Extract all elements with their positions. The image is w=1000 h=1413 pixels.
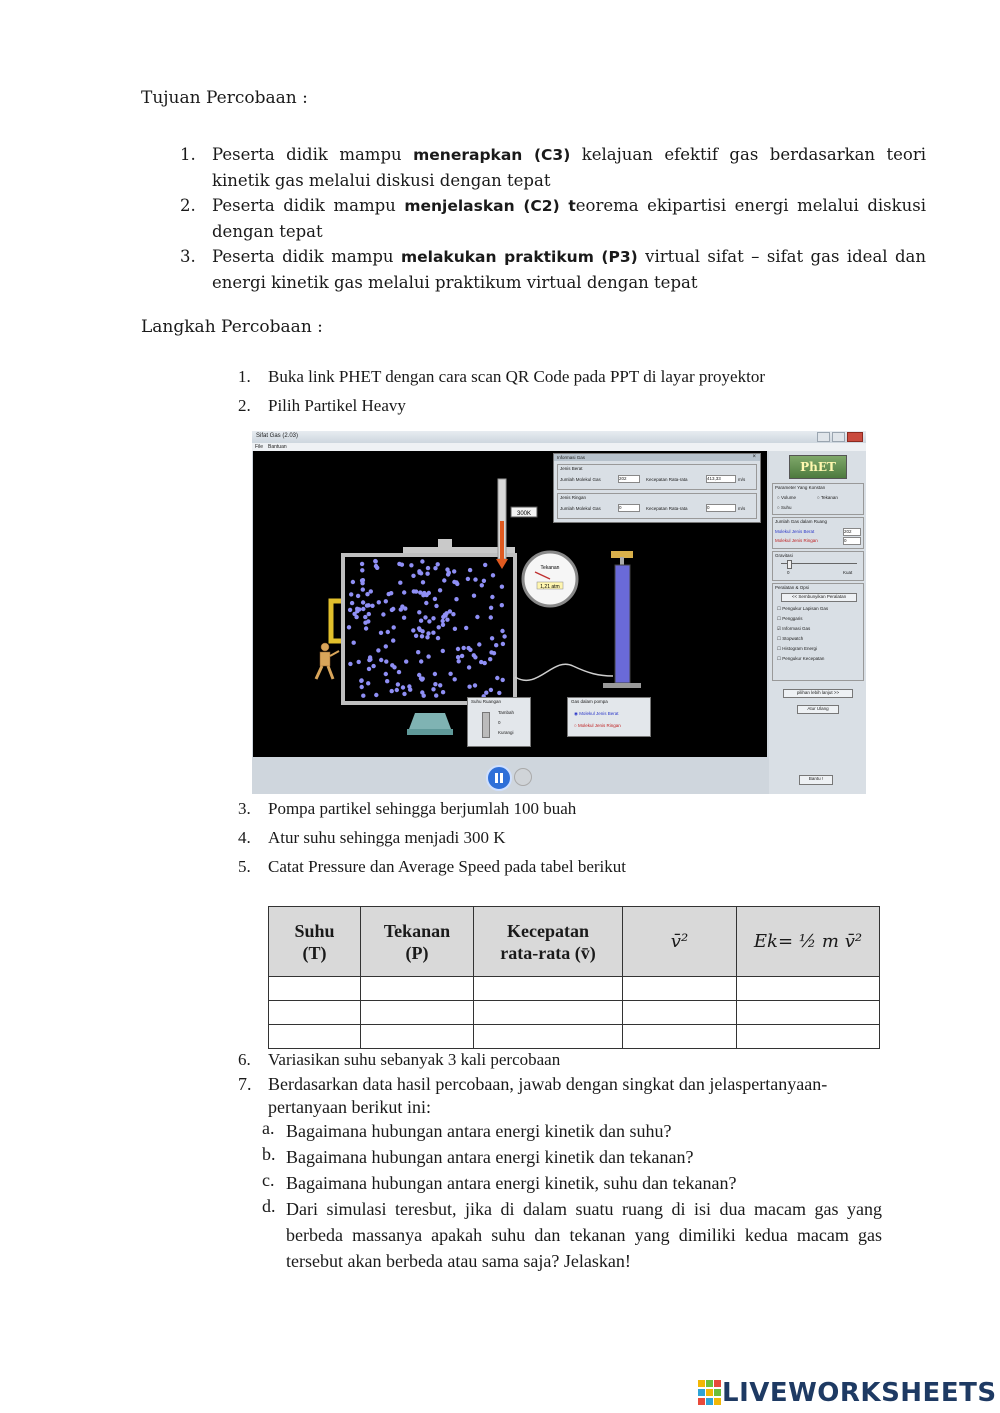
- table-row: [269, 1001, 880, 1025]
- step-item: 5. Catat Pressure dan Average Speed pada tabel berikut: [238, 857, 626, 876]
- gas-particle: [436, 636, 440, 640]
- table-cell[interactable]: [737, 1001, 880, 1025]
- gas-particle: [361, 607, 365, 611]
- tools-group: Peralatan & Opsi << Sembunyikan Peralatan ☐ Pengukur Lapisan Gas ☐ Penggaris ☑ Informasi Gas ☐ Stopwatch ☐ Histogram Energi ☐ Pengukur Kecepatan: [772, 583, 864, 681]
- gas-particle: [441, 619, 445, 623]
- tool-option[interactable]: ☐ Pengukur Kecepatan: [777, 656, 825, 661]
- tool-option[interactable]: ☐ Stopwatch: [777, 636, 804, 641]
- minimize-icon[interactable]: [817, 432, 830, 442]
- gas-particle: [426, 631, 430, 635]
- table-cell[interactable]: [269, 1001, 361, 1025]
- gas-particle: [500, 585, 504, 589]
- pump-rod: [620, 557, 624, 565]
- phet-simulation-screenshot: [252, 431, 866, 794]
- gas-particle: [374, 693, 378, 697]
- thermometer-fill: [500, 521, 504, 559]
- heater-base: [407, 729, 453, 735]
- objectives-list: [180, 142, 926, 295]
- gas-particle: [355, 607, 359, 611]
- gas-particle: [391, 638, 395, 642]
- gas-particle: [419, 619, 423, 623]
- table-cell[interactable]: [623, 977, 737, 1001]
- gas-container: [343, 555, 515, 703]
- gas-particle: [491, 573, 495, 577]
- advanced-options-button[interactable]: pilihan lebih lanjut >>: [783, 689, 853, 698]
- gas-particle: [360, 685, 364, 689]
- gas-particle: [426, 566, 430, 570]
- gas-particle: [453, 677, 457, 681]
- question-item: d. Dari simulasi teresbut, jika di dalam suatu ruang di isi dua macam gas yang berbeda massanya apakah suhu dan tekanan yang dimiliki kedua macam gas tersebut akan berbeda atau sama saja? Jelaskan!: [262, 1196, 882, 1271]
- gas-particle: [363, 621, 367, 625]
- gas-particle: [468, 568, 472, 572]
- gas-particle: [431, 687, 435, 691]
- gas-particle: [361, 600, 365, 604]
- gas-particle: [446, 572, 450, 576]
- gas-amount-group: Jumlah Gas dalam Ruang Molekul Jenis Berat 202 Molekul Jenis Ringan 0: [772, 517, 864, 549]
- gas-particle: [404, 659, 408, 663]
- gas-particle: [386, 630, 390, 634]
- gas-particle: [402, 616, 406, 620]
- gas-particle: [421, 677, 425, 681]
- radio-heavy[interactable]: ◉ Molekul Jenis Berat: [574, 711, 619, 716]
- gas-particle: [365, 603, 369, 607]
- tool-option[interactable]: ☑ Informasi Gas: [777, 626, 811, 631]
- gas-info-dialog[interactable]: [553, 453, 761, 523]
- gas-particle: [420, 634, 424, 638]
- heavy-group: Jenis Berat Jumlah Molekul Gas 202 Kecepatan Rata-rata 413,33 m/s: [557, 464, 757, 490]
- objectives-heading: Tujuan Percobaan :: [141, 88, 308, 108]
- constant-parameter-group: Parameter Yang Konstan ○ Volume ○ Tekanan ○ Suhu: [772, 483, 864, 515]
- table-cell[interactable]: [269, 977, 361, 1001]
- gas-particle: [384, 672, 388, 676]
- sim-bottombar: [252, 757, 769, 794]
- gas-particle: [442, 578, 446, 582]
- gas-particle: [422, 694, 426, 698]
- header-kecepatan: Kecepatan rata-rata (v̄): [474, 907, 623, 977]
- close-icon[interactable]: [847, 432, 863, 442]
- gas-particle: [477, 642, 481, 646]
- gravity-slider-track: [781, 563, 857, 564]
- lid-handle: [438, 539, 452, 547]
- tool-option[interactable]: ☐ Histogram Energi: [777, 646, 818, 651]
- close-icon[interactable]: ×: [752, 454, 756, 460]
- gas-particle: [501, 642, 505, 646]
- gas-particle: [502, 634, 506, 638]
- table-cell[interactable]: [737, 977, 880, 1001]
- gas-particle: [361, 694, 365, 698]
- gas-particle: [441, 649, 445, 653]
- gas-particle: [451, 612, 455, 616]
- objective-item: 2. Peserta didik mampu menjelaskan (C2) teorema ekipartisi energi melalui diskusi dengan tepat: [180, 196, 926, 241]
- option-pressure[interactable]: ○ Tekanan: [817, 495, 838, 500]
- gas-particle: [427, 619, 431, 623]
- gas-particle: [501, 678, 505, 682]
- brand-name: LIVEWORKSHEETS: [722, 1378, 997, 1408]
- gas-particle: [464, 626, 468, 630]
- light-group: Jenis Ringan Jumlah Molekul Gas 0 Kecepatan Rata-rata 0 m/s: [557, 493, 757, 519]
- gas-particle: [379, 631, 383, 635]
- gas-particle: [377, 600, 381, 604]
- gas-particle: [417, 610, 421, 614]
- gas-particle: [421, 593, 425, 597]
- gas-particle: [436, 562, 440, 566]
- gas-particle: [390, 663, 394, 667]
- gauge-value: 1,21 atm: [540, 584, 560, 590]
- steps-heading: Langkah Percobaan :: [141, 317, 323, 337]
- gas-particle: [456, 647, 460, 651]
- gas-particle: [384, 644, 388, 648]
- table-cell[interactable]: [269, 1025, 361, 1049]
- window-controls: [817, 432, 863, 442]
- gas-particle: [414, 589, 418, 593]
- gas-particle: [460, 654, 464, 658]
- gas-particle: [466, 577, 470, 581]
- gas-particle: [379, 658, 383, 662]
- sim-menubar: [252, 443, 866, 451]
- gas-particle: [452, 569, 456, 573]
- gas-particle: [475, 615, 479, 619]
- gas-particle: [411, 628, 415, 632]
- gas-particle: [500, 629, 504, 633]
- step-item: 2. Pilih Partikel Heavy: [238, 396, 406, 415]
- dialog-title: Informasi Gas: [557, 455, 586, 460]
- table-cell[interactable]: [474, 1001, 623, 1025]
- gas-particle: [462, 646, 466, 650]
- gas-particle: [360, 568, 364, 572]
- table-cell[interactable]: [623, 1001, 737, 1025]
- gas-particle: [395, 688, 399, 692]
- tool-option[interactable]: ☐ Pengukur Lapisan Gas: [777, 606, 829, 611]
- gravity-slider-thumb[interactable]: [787, 560, 792, 569]
- gas-particle: [437, 625, 441, 629]
- gas-particle: [381, 612, 385, 616]
- gas-particle: [490, 636, 494, 640]
- gas-particle: [448, 672, 452, 676]
- header-suhu: Suhu (T): [269, 907, 361, 977]
- gas-particle: [360, 578, 364, 582]
- gas-particle: [467, 665, 471, 669]
- gravity-group: Gravitasi 0 Kuat: [772, 551, 864, 581]
- step-item: 1. Buka link PHET dengan cara scan QR Code pada PPT di layar proyektor: [238, 367, 765, 386]
- gas-particle: [348, 608, 352, 612]
- heater-icon: [409, 713, 451, 729]
- gas-particle: [384, 659, 388, 663]
- gas-particle: [455, 582, 459, 586]
- gas-particle: [419, 659, 423, 663]
- table-cell[interactable]: [474, 977, 623, 1001]
- objective-item: 3. Peserta didik mampu melakukan praktikum (P3) virtual sifat – sifat gas ideal dan energi kinetik gas melalui praktikum virtual dengan tepat: [180, 247, 927, 292]
- gas-particle: [495, 676, 499, 680]
- heat-control[interactable]: Suhu Ruangan Tambah 0 Kurangi: [467, 697, 531, 747]
- gas-particle: [438, 588, 442, 592]
- gas-particle: [497, 691, 501, 695]
- gas-particle: [425, 572, 429, 576]
- gas-particle: [434, 693, 438, 697]
- gas-particle: [407, 684, 411, 688]
- liveworksheets-brand: [698, 1378, 997, 1408]
- gauge-label: Tekanan: [540, 565, 560, 571]
- gas-particle: [385, 679, 389, 683]
- gas-particle: [489, 615, 493, 619]
- gas-particle: [374, 564, 378, 568]
- gas-particle: [411, 574, 415, 578]
- gas-particle: [396, 682, 400, 686]
- gas-particle: [489, 688, 493, 692]
- gas-particle: [348, 662, 352, 666]
- gas-particle: [360, 562, 364, 566]
- hide-tools-button[interactable]: << Sembunyikan Peralatan: [781, 593, 857, 602]
- gas-particle: [402, 692, 406, 696]
- gas-particle: [420, 559, 424, 563]
- phet-logo: PhET: [789, 455, 847, 479]
- gas-particle: [438, 683, 442, 687]
- radio-light[interactable]: ○ Molekul Jenis Ringan: [574, 723, 621, 728]
- gas-particle: [423, 615, 427, 619]
- help-button[interactable]: Bantu !: [799, 775, 833, 785]
- table-cell[interactable]: [737, 1025, 880, 1049]
- step-button[interactable]: [514, 768, 532, 786]
- gas-particle: [433, 597, 437, 601]
- table-cell[interactable]: [361, 1001, 474, 1025]
- header-tekanan: Tekanan (P): [361, 907, 474, 977]
- gas-particle: [366, 681, 370, 685]
- gas-particle: [351, 580, 355, 584]
- gas-particle: [368, 655, 372, 659]
- thermometer-value: 300K: [516, 511, 532, 517]
- tool-option[interactable]: ☐ Penggaris: [777, 616, 803, 621]
- container-handle: [331, 601, 341, 641]
- option-temperature[interactable]: ○ Suhu: [777, 505, 792, 510]
- gas-particle: [457, 659, 461, 663]
- gas-particle: [352, 612, 356, 616]
- gas-particle: [434, 604, 438, 608]
- table-row: [269, 1025, 880, 1049]
- gas-particle: [391, 607, 395, 611]
- gas-particle: [363, 615, 367, 619]
- gas-particle: [473, 683, 477, 687]
- question-item: c. Bagaimana hubungan antara energi kinetik, suhu dan tekanan?: [262, 1170, 737, 1193]
- header-v-squared: v̄²: [623, 907, 737, 977]
- gas-particle: [484, 691, 488, 695]
- table-cell[interactable]: [361, 1025, 474, 1049]
- gas-particle: [367, 667, 371, 671]
- pause-button[interactable]: [486, 765, 512, 791]
- gas-particle: [445, 618, 449, 622]
- reset-button[interactable]: Atur Ulang: [797, 705, 839, 714]
- gas-particle: [488, 657, 492, 661]
- gas-particle: [433, 682, 437, 686]
- gas-particle: [489, 606, 493, 610]
- gas-particle: [441, 623, 445, 627]
- gas-particle: [350, 601, 354, 605]
- gas-particle: [352, 641, 356, 645]
- gas-particle: [400, 563, 404, 567]
- step-item: 3. Pompa partikel sehingga berjumlah 100 buah: [238, 799, 577, 818]
- table-cell[interactable]: [361, 977, 474, 1001]
- step-item: 4. Atur suhu sehingga menjadi 300 K: [238, 828, 506, 847]
- gas-particle: [390, 689, 394, 693]
- gas-particle: [489, 650, 493, 654]
- sim-titlebar: [252, 431, 866, 443]
- gas-particle: [483, 563, 487, 567]
- gas-particle: [431, 631, 435, 635]
- option-volume[interactable]: ○ Volume: [777, 495, 796, 500]
- gas-particle: [357, 660, 361, 664]
- gas-particle: [398, 581, 402, 585]
- gas-particle: [433, 672, 437, 676]
- gas-particle: [453, 627, 457, 631]
- pump-base: [603, 683, 641, 688]
- gas-particle: [426, 654, 430, 658]
- gas-particle: [421, 580, 425, 584]
- gas-particle: [420, 629, 424, 633]
- gas-particle: [397, 670, 401, 674]
- menu-file[interactable]: File: [255, 444, 264, 450]
- gas-particle: [347, 625, 351, 629]
- pump-handle: [611, 551, 633, 558]
- gas-particle: [424, 601, 428, 605]
- gas-particle: [472, 653, 476, 657]
- gas-particle: [400, 604, 404, 608]
- gas-particle: [466, 646, 470, 650]
- sim-window-title: Sifat Gas (2.03): [256, 433, 299, 439]
- table-cell[interactable]: [474, 1025, 623, 1049]
- gas-particle: [409, 563, 413, 567]
- light-count-input[interactable]: 0: [843, 537, 861, 545]
- heat-slider[interactable]: [482, 712, 490, 738]
- gas-particle: [494, 643, 498, 647]
- gas-particle: [456, 655, 460, 659]
- gas-particle: [387, 592, 391, 596]
- objective-item: 1. Peserta didik mampu menerapkan (C3) kelajuan efektif gas berdasarkan teori kinetik gas melalui diskusi dengan tepat: [180, 145, 927, 190]
- gas-particle: [416, 650, 420, 654]
- gas-particle: [349, 592, 353, 596]
- pump-gas-selector[interactable]: Gas dalam pompa ◉ Molekul Jenis Berat ○ Molekul Jenis Ringan: [567, 697, 651, 737]
- table-row: [269, 977, 880, 1001]
- gas-particle: [417, 626, 421, 630]
- question-item: a. Bagaimana hubungan antara energi kinetik dan suhu?: [262, 1118, 672, 1141]
- gas-particle: [369, 589, 373, 593]
- gas-particle: [376, 648, 380, 652]
- liveworksheets-logo-icon: [698, 1380, 722, 1406]
- gas-particle: [454, 597, 458, 601]
- gas-particle: [500, 603, 504, 607]
- gas-particle: [361, 587, 365, 591]
- gas-particle: [483, 661, 487, 665]
- gas-particle: [441, 690, 445, 694]
- gas-particle: [364, 626, 368, 630]
- heavy-count-input[interactable]: 202: [843, 528, 861, 536]
- gas-particle: [370, 604, 374, 608]
- gas-particle: [384, 599, 388, 603]
- gas-particle: [401, 685, 405, 689]
- gas-particle: [480, 583, 484, 587]
- gas-particle: [359, 679, 363, 683]
- sim-control-panel: [769, 451, 866, 794]
- gas-particle: [417, 571, 421, 575]
- gas-particle: [467, 685, 471, 689]
- pump-hose: [515, 664, 613, 680]
- question-item: b. Bagaimana hubungan antara energi kinetik dan tekanan?: [262, 1144, 694, 1167]
- person-icon: [316, 643, 339, 679]
- sim-canvas: [253, 451, 767, 757]
- gas-particle: [433, 566, 437, 570]
- gas-particle: [371, 664, 375, 668]
- header-kinetic-energy: Ek= ½ m v̄²: [737, 907, 880, 977]
- observation-table: [268, 906, 880, 1049]
- menu-help[interactable]: Bantuan: [268, 444, 287, 450]
- step-item: 6. Variasikan suhu sebanyak 3 kali percobaan: [238, 1050, 561, 1069]
- gas-particle: [490, 595, 494, 599]
- gas-particle: [402, 590, 406, 594]
- gas-particle: [414, 634, 418, 638]
- gas-particle: [431, 616, 435, 620]
- gas-particle: [425, 635, 429, 639]
- gas-particle: [374, 559, 378, 563]
- gas-particle: [482, 579, 486, 583]
- table-cell[interactable]: [623, 1025, 737, 1049]
- step-item: 7. Berdasarkan data hasil percobaan, jawab dengan singkat dan jelaspertanyaan-pertanyaan berikut ini:: [238, 1074, 828, 1117]
- pump-cylinder: [615, 565, 630, 683]
- gas-particle: [448, 609, 452, 613]
- gas-particle: [445, 567, 449, 571]
- maximize-icon[interactable]: [832, 432, 845, 442]
- gas-particle: [472, 594, 476, 598]
- gas-particle: [356, 594, 360, 598]
- gas-particle: [392, 625, 396, 629]
- gas-particle: [367, 612, 371, 616]
- gas-particle: [473, 577, 477, 581]
